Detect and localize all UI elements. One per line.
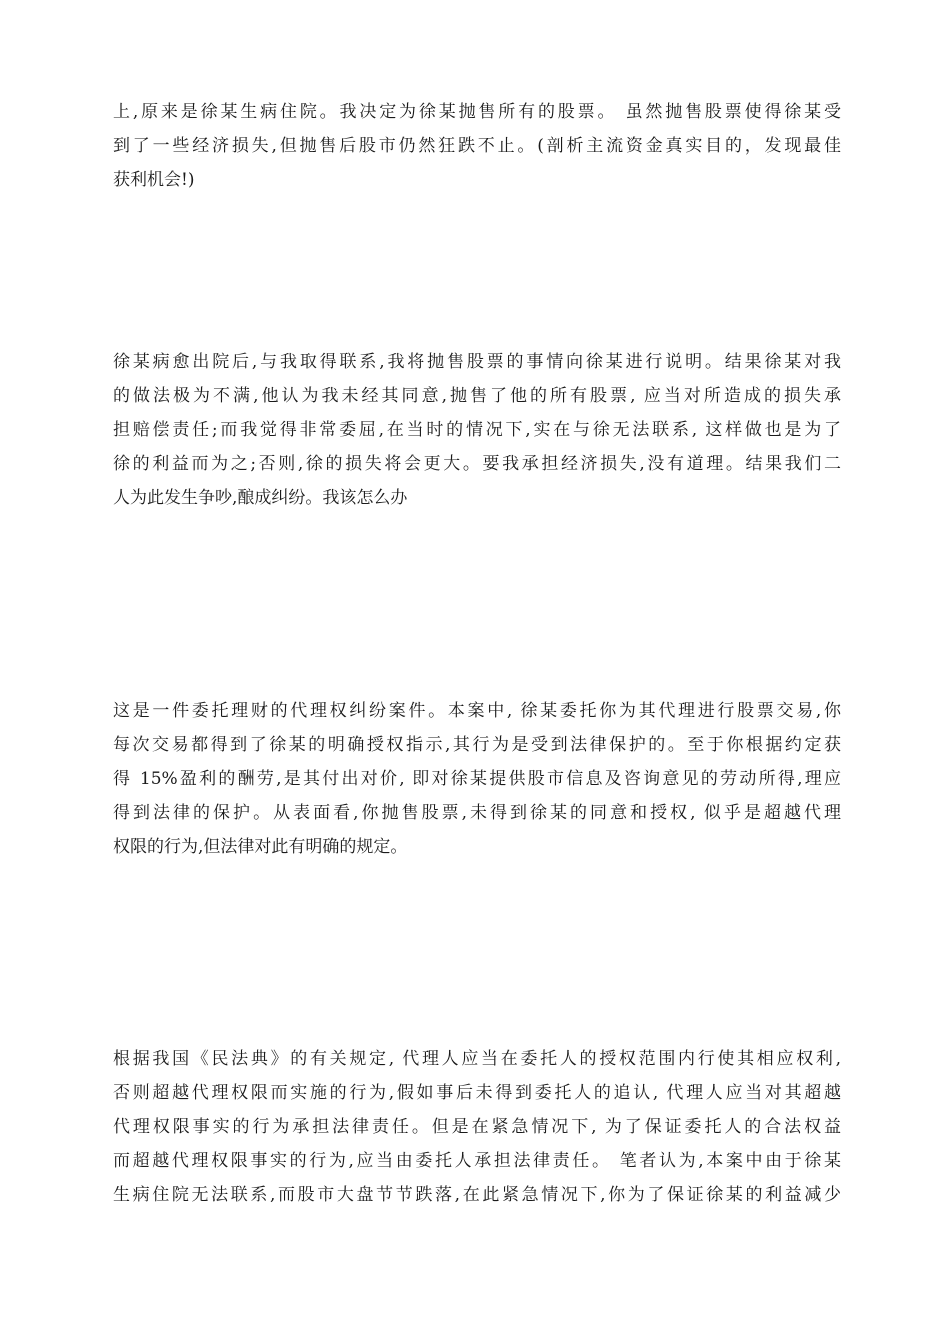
text-line: 否则超越代理权限而实施的行为,假如事后未得到委托人的追认, 代理人应当对其超越 — [113, 1083, 841, 1103]
text-line: 徐的利益而为之;否则,徐的损失将会更大。要我承担经济损失,没有道理。结果我们二 — [113, 454, 841, 474]
text-line: 生病住院无法联系,而股市大盘节节跌落,在此紧急情况下,你为了保证徐某的利益减少 — [113, 1185, 841, 1205]
text-line: 上,原来是徐某生病住院。我决定为徐某抛售所有的股票。 虽然抛售股票使得徐某受 — [113, 102, 841, 122]
text-line: 而超越代理权限事实的行为,应当由委托人承担法律责任。 笔者认为,本案中由于徐某 — [113, 1151, 841, 1171]
text-line: 这是一件委托理财的代理权纠纷案件。本案中, 徐某委托你为其代理进行股票交易,你 — [113, 701, 841, 721]
paragraph-1 — [113, 95, 841, 197]
text-line: 得 15%盈利的酬劳,是其付出对价, 即对徐某提供股市信息及咨询意见的劳动所得,理应 — [113, 769, 841, 789]
text-line: 担赔偿责任;而我觉得非常委屈,在当时的情况下,实在与徐无法联系, 这样做也是为了 — [113, 420, 841, 440]
text-line: 到了一些经济损失,但抛售后股市仍然狂跌不止。(剖析主流资金真实目的，发现最佳 — [113, 136, 841, 156]
text-line: 获利机会!) — [113, 170, 195, 190]
paragraph-4 — [113, 1042, 841, 1212]
text-line: 每次交易都得到了徐某的明确授权指示,其行为是受到法律保护的。至于你根据约定获 — [113, 735, 841, 755]
paragraph-2 — [113, 345, 841, 515]
text-line: 权限的行为,但法律对此有明确的规定。 — [113, 837, 408, 857]
text-line: 代理权限事实的行为承担法律责任。但是在紧急情况下, 为了保证委托人的合法权益 — [113, 1117, 841, 1137]
text-line: 徐某病愈出院后,与我取得联系,我将抛售股票的事情向徐某进行说明。结果徐某对我 — [113, 352, 841, 372]
text-line: 得到法律的保护。从表面看,你抛售股票,未得到徐某的同意和授权, 似乎是超越代理 — [113, 803, 841, 823]
text-line: 的做法极为不满,他认为我未经其同意,抛售了他的所有股票, 应当对所造成的损失承 — [113, 386, 841, 406]
text-line: 人为此发生争吵,酿成纠纷。我该怎么办 — [113, 488, 408, 508]
text-line: 根据我国《民法典》的有关规定, 代理人应当在委托人的授权范围内行使其相应权利, — [113, 1049, 841, 1069]
paragraph-3 — [113, 694, 841, 864]
